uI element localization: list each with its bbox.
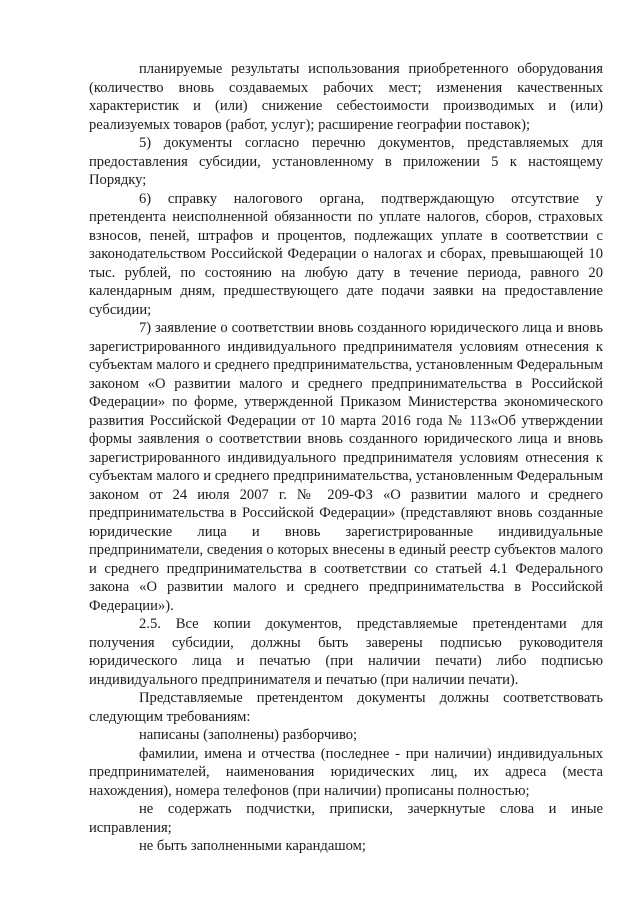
- document-body: [89, 60, 603, 856]
- paragraph-requirement-no-corrections: не содержать подчистки, приписки, зачеркнутые слова и иные исправления;: [89, 801, 603, 836]
- paragraph-2-5: 2.5. Все копии документов, представляемые претендентами для получения субсидии, должны быть заверены подписью руководителя юридического лица и печатью (при наличии печати) либо подписью индивидуального предпринимателя и печатью (при наличии печати).: [89, 616, 603, 688]
- paragraph-requirements-intro: Представляемые претендентом документы должны соответствовать следующим требованиям:: [89, 690, 603, 725]
- paragraph-requirement-legible: написаны (заполнены) разборчиво;: [139, 727, 358, 743]
- paragraph-requirement-no-pencil: не быть заполненными карандашом;: [139, 838, 366, 854]
- paragraph-item-5: 5) документы согласно перечню документов, представляемых для предоставления субсидии, установленному в приложении 5 к настоящему Порядку;: [89, 135, 603, 188]
- paragraph-planned-results: планируемые результаты использования приобретенного оборудования (количество вновь создаваемых рабочих мест; изменения качественных характеристик и (или) снижение себестоимости производимых и (или) реализуемых товаров (работ, услуг); расширение географии поставок);: [89, 61, 603, 133]
- paragraph-requirement-full-names: фамилии, имена и отчества (последнее - при наличии) индивидуальных предпринимателей, наименования юридических лиц, их адреса (места нахождения), номера телефонов (при наличии) прописаны полностью;: [89, 745, 603, 799]
- paragraph-item-6: 6) справку налогового органа, подтверждающую отсутствие у претендента неисполненной обязанности по уплате налогов, сборов, страховых взносов, пеней, штрафов и процентов, подлежащих уплате в соответствии с законодательством Российской Федерации о налогах и сборах, превышающей 10 тыс. рублей, по состоянию на любую дату в течение периода, равного 20 календарным дням, предшествующего дате подачи заявки на предоставление субсидии;: [89, 190, 603, 318]
- paragraph-item-7: 7) заявление о соответствии вновь созданного юридического лица и вновь зарегистрированного индивидуального предпринимателя условиям отнесения к субъектам малого и среднего предпринимательства, установленным Федеральным законом «О развитии малого и среднего предпринимательства в Российской Федерации» по форме, утвержденной Приказом Министерства экономического развития Российской Федерации от 10 марта 2016 года № 113«Об утверждении формы заявления о соответствии вновь созданного юридического лица и вновь зарегистрированного индивидуального предпринимателя условиям отнесения к субъектам малого и среднего предпринимательства, установленным Федеральным законом от 24 июля 2007 г. № 209-ФЗ «О развитии малого и среднего предпринимательства в Российской Федерации» (представляют вновь созданные юридические лица и вновь зарегистрированные индивидуальные предприниматели, сведения о которых внесены в единый реестр субъектов малого и среднего предпринимательства в соответствии со статьей 4.1 Федерального закона «О развитии малого и среднего предпринимательства в Российской Федерации»).: [89, 320, 603, 614]
